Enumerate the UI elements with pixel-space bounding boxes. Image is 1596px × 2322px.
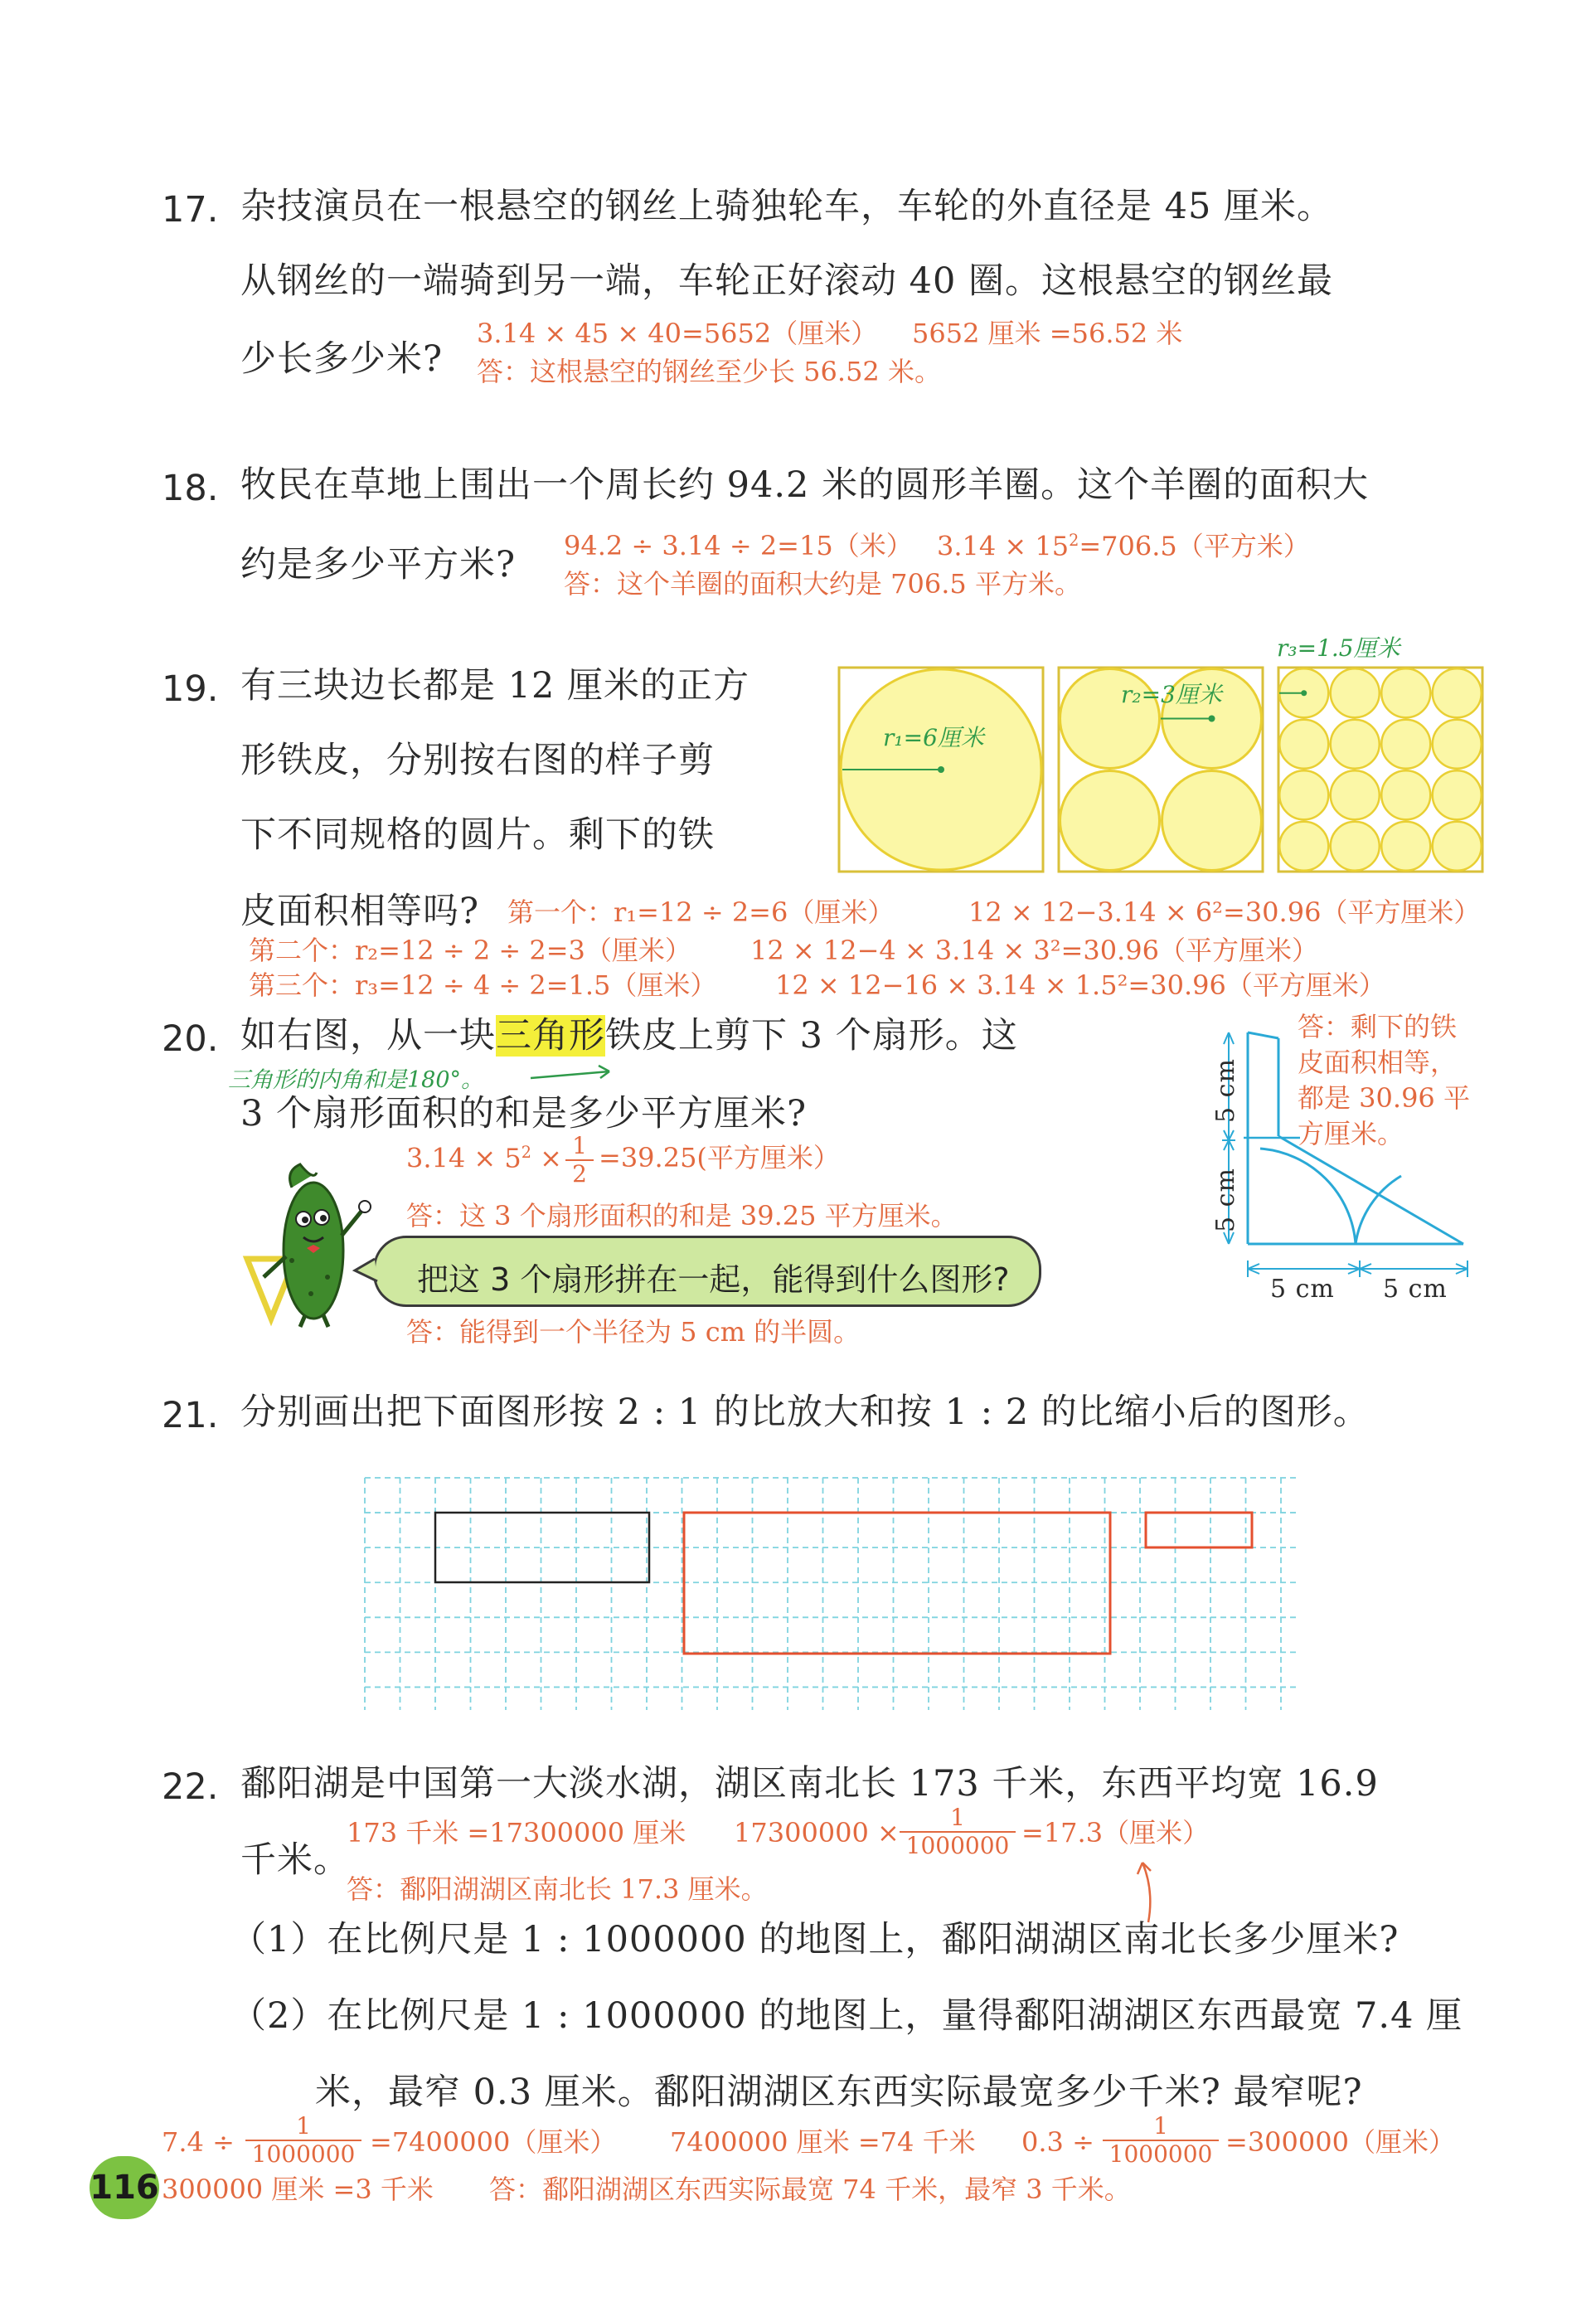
q17-answer: 答：这根悬空的钢丝至少长 56.52 米。 — [477, 356, 941, 387]
q18-answer-calc2: $3.14 \times 15^2=706.5$（平方米） — [937, 530, 1310, 562]
q22-sub2-line2: 米，最窄 0.3 厘米。鄱阳湖湖区东西实际最宽多少千米? 最窄呢? — [315, 2072, 1363, 2113]
q20-line2: 3 个扇形面积的和是多少平方厘米? — [240, 1093, 808, 1134]
q20-angle-note: 三角形的内角和是180°。 — [228, 1067, 484, 1093]
q22-answer1: 答：鄱阳湖湖区南北长 17.3 厘米。 — [347, 1873, 768, 1905]
q20-conclusion-line1: 答：剩下的铁 — [1298, 1011, 1458, 1042]
q20-number: 20. — [162, 1018, 219, 1060]
q22-answer-calc2-result: =17.3（厘米） — [1021, 1817, 1210, 1848]
q20-answer-calc: $3.14 \times 5^2$ × — [406, 1142, 562, 1174]
q20-line1: 如右图，从一块三角形铁皮上剪下 3 个扇形。这 — [240, 1015, 1018, 1057]
q19-line4: 皮面积相等吗? — [240, 891, 480, 932]
q19-answer-third-radius: 第三个：r₃=12 ÷ 4 ÷ 2=1.5（厘米） — [249, 969, 717, 1001]
q22-answer-fraction2: 1 1000000 — [245, 2115, 361, 2166]
q19-answer-second-radius: 第二个：r₂=12 ÷ 2 ÷ 2=3（厘米） — [249, 935, 691, 966]
q20-answer-calc-result: =39.25(平方厘米） — [599, 1142, 840, 1173]
q18-number: 18. — [162, 468, 219, 509]
q17-number: 17. — [162, 189, 219, 231]
q19-answer-third-area: 12 × 12−16 × 3.14 × 1.5²=30.96（平方厘米） — [775, 969, 1385, 1001]
q20-dim-horizontal-left: 5 cm — [1270, 1275, 1335, 1304]
q17-line3: 少长多少米? — [240, 338, 444, 380]
q22-answer2-calc3-result: =300000（厘米） — [1225, 2126, 1455, 2158]
q19-answer-second-area: 12 × 12−4 × 3.14 × 3²=30.96（平方厘米） — [750, 935, 1318, 966]
q22-answer-fraction3: 1 1000000 — [1103, 2115, 1219, 2166]
q20-answer-shape: 答：能得到一个半径为 5 cm 的半圆。 — [406, 1316, 861, 1348]
page-number-badge: 116 — [90, 2156, 159, 2219]
q20-dim-vertical-top: 5 cm — [1210, 1058, 1240, 1123]
q22-answer2-calc2: 7400000 厘米 =74 千米 — [670, 2126, 976, 2158]
q22-sub2-line1: （2）在比例尺是 1 : 1000000 的地图上，量得鄱阳湖湖区东西最宽 7.4 厘 — [230, 1995, 1463, 2037]
q22-answer-fraction1: 1 1000000 — [900, 1806, 1016, 1858]
q20-conclusion-line3: 都是 30.96 平 — [1298, 1082, 1470, 1114]
q19-line1: 有三块边长都是 12 厘米的正方 — [240, 665, 750, 707]
q22-line2: 千米。 — [240, 1839, 350, 1881]
q19-answer-first-radius: 第一个：r₁=12 ÷ 2=6（厘米） — [507, 896, 895, 928]
q22-answer2-calc4: 300000 厘米 =3 千米 — [162, 2174, 434, 2205]
q20-answer: 答：这 3 个扇形面积的和是 39.25 平方厘米。 — [406, 1200, 958, 1231]
q20-conclusion-line4: 方厘米。 — [1298, 1118, 1404, 1149]
q19-radius3-label: r₃=1.5厘米 — [1277, 634, 1400, 662]
q22-answer-calc1: 173 千米 =17300000 厘米 — [347, 1817, 686, 1848]
q19-number: 19. — [162, 668, 219, 710]
q18-line1: 牧民在草地上围出一个周长约 94.2 米的圆形羊圈。这个羊圈的面积大 — [240, 464, 1370, 506]
q20-dim-vertical-bottom: 5 cm — [1210, 1168, 1240, 1232]
q22-answer-calc2: 17300000 × — [734, 1817, 900, 1848]
q20-dim-horizontal-right: 5 cm — [1383, 1275, 1448, 1304]
q22-number: 22. — [162, 1766, 219, 1808]
q22-sub1: （1）在比例尺是 1 : 1000000 的地图上，鄱阳湖湖区南北长多少厘米? — [230, 1919, 1400, 1960]
q21-number: 21. — [162, 1395, 219, 1436]
q19-answer-first-area: 12 × 12−3.14 × 6²=30.96（平方厘米） — [968, 896, 1481, 928]
q17-line1: 杂技演员在一根悬空的钢丝上骑独轮车，车轮的外直径是 45 厘米。 — [240, 186, 1334, 227]
q19-line3: 下不同规格的圆片。剩下的铁 — [240, 814, 715, 856]
q18-answer-calc1: 94.2 ÷ 3.14 ÷ 2=15（米） — [564, 530, 913, 561]
q18-line2: 约是多少平方米? — [240, 544, 517, 585]
q19-radius2-label: r₂=3厘米 — [1121, 681, 1222, 708]
q22-answer2-calc3: 0.3 ÷ — [1021, 2126, 1094, 2158]
q18-answer: 答：这个羊圈的面积大约是 706.5 平方米。 — [564, 568, 1081, 600]
q21-line1: 分别画出把下面图形按 2 : 1 的比放大和按 1 : 2 的比缩小后的图形。 — [240, 1392, 1370, 1433]
q22-answer2: 答：鄱阳湖湖区东西实际最宽 74 千米，最窄 3 千米。 — [489, 2174, 1131, 2205]
q17-answer-calc2: 5652 厘米 =56.52 米 — [912, 318, 1183, 349]
q20-speech-bubble: 把这 3 个扇形拼在一起，能得到什么图形? — [373, 1236, 1041, 1307]
q22-answer2-calc1: 7.4 ÷ — [162, 2126, 235, 2158]
q22-answer2-calc1-result: =7400000（厘米） — [370, 2126, 617, 2158]
q17-line2: 从钢丝的一端骑到另一端，车轮正好滚动 40 圈。这根悬空的钢丝最 — [240, 260, 1334, 302]
q22-line1: 鄱阳湖是中国第一大淡水湖，湖区南北长 173 千米，东西平均宽 16.9 — [240, 1763, 1379, 1805]
q20-conclusion-line2: 皮面积相等， — [1298, 1047, 1458, 1078]
q19-line2: 形铁皮，分别按右图的样子剪 — [240, 740, 715, 781]
q17-answer-calc1: 3.14 × 45 × 40=5652（厘米） — [477, 318, 878, 349]
q20-highlight-triangle: 三角形 — [496, 1015, 605, 1057]
q19-radius1-label: r₁=6厘米 — [883, 724, 984, 751]
q20-answer-fraction: 1 2 — [565, 1134, 594, 1186]
